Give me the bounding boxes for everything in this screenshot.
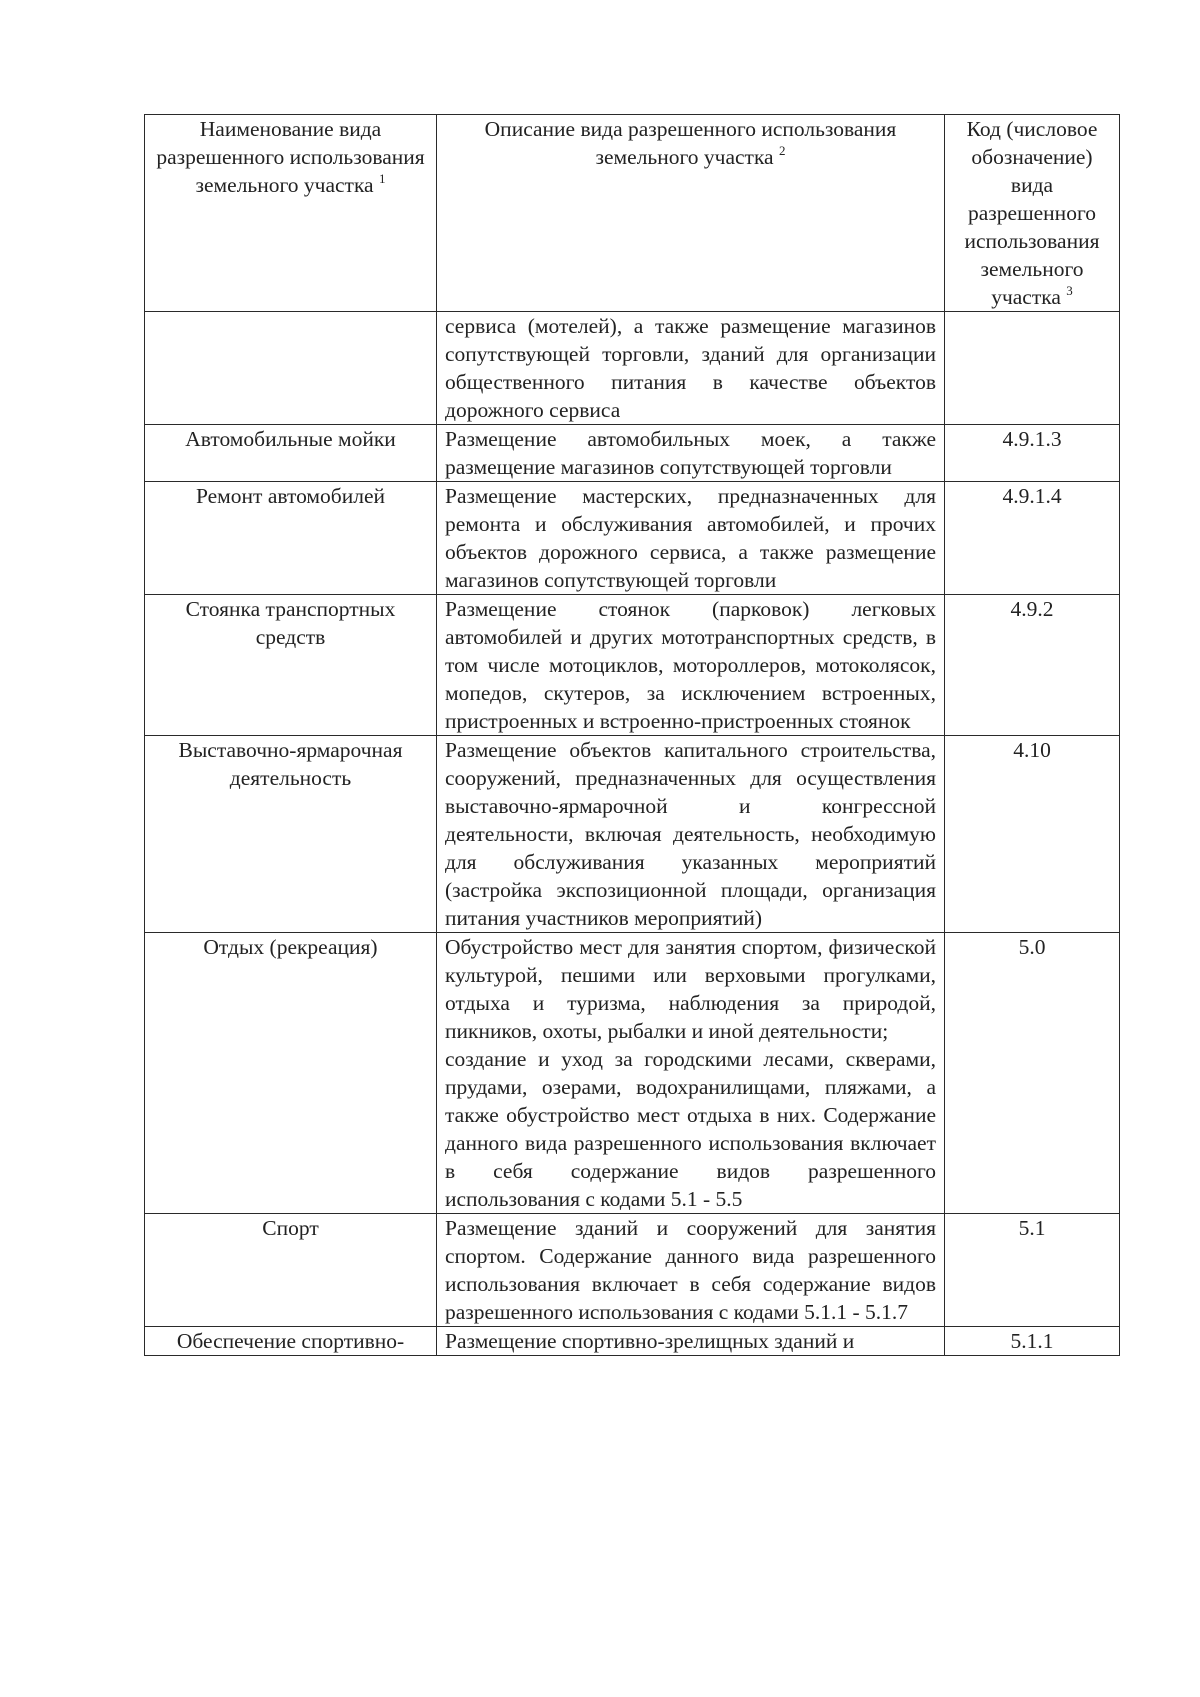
header-code-text: Код (числовое обозначение) вида разрешенного использования земельного участка: [964, 117, 1100, 309]
use-type-name: [145, 312, 437, 425]
use-type-name: Отдых (рекреация): [145, 933, 437, 1214]
header-description-column: [437, 115, 945, 312]
table-row: [145, 933, 1120, 1214]
use-type-name: Стоянка транспортных средств: [145, 595, 437, 736]
header-code-footnote: 3: [1066, 283, 1073, 298]
land-use-table: [144, 114, 1120, 1356]
description-paragraph: Размещение зданий и сооружений для занятия спортом. Содержание данного вида разрешенного использования включает в себя содержание видов разрешенного использования с кодами 5.1.1 - 5.1.7: [445, 1216, 936, 1324]
table-row: [145, 482, 1120, 595]
description-paragraph: Размещение спортивно-зрелищных зданий и: [445, 1329, 855, 1353]
table-row: [145, 312, 1120, 425]
use-type-description: [437, 933, 945, 1214]
table-row: [145, 595, 1120, 736]
use-type-name: Спорт: [145, 1214, 437, 1327]
description-paragraph: Размещение мастерских, предназначенных для ремонта и обслуживания автомобилей, и прочих объектов дорожного сервиса, а также размещение магазинов сопутствующей торговли: [445, 484, 936, 592]
table-row: [145, 425, 1120, 482]
description-paragraph: Обустройство мест для занятия спортом, физической культурой, пешими или верховыми прогулками, отдыха и туризма, наблюдения за природой, пикников, охоты, рыбалки и иной деятельности;: [445, 935, 936, 1043]
use-type-name: Выставочно-ярмарочная деятельность: [145, 736, 437, 933]
header-name-footnote: 1: [378, 171, 386, 186]
table-row: [145, 1214, 1120, 1327]
table-body: [145, 312, 1120, 1356]
use-type-description: [437, 1214, 945, 1327]
description-paragraph: сервиса (мотелей), а также размещение магазинов сопутствующей торговли, зданий для организации общественного питания в качестве объектов дорожного сервиса: [445, 314, 936, 422]
use-type-description: [437, 1327, 945, 1356]
table-header-row: [145, 115, 1120, 312]
use-type-description: [437, 736, 945, 933]
use-type-code: 4.9.2: [945, 595, 1120, 736]
description-paragraph: Размещение автомобильных моек, а также размещение магазинов сопутствующей торговли: [445, 427, 936, 479]
use-type-code: 4.10: [945, 736, 1120, 933]
header-code-column: [945, 115, 1120, 312]
header-name-text: Наименование вида разрешенного использования земельного участка: [156, 117, 425, 197]
use-type-description: [437, 312, 945, 425]
use-type-code: 5.1: [945, 1214, 1120, 1327]
description-paragraph: создание и уход за городскими лесами, скверами, прудами, озерами, водохранилищами, пляжами, а также обустройство мест отдыха в них. Содержание данного вида разрешенного использования включает в себя содержание видов разрешенного использования с кодами 5.1 - 5.5: [445, 1047, 936, 1211]
use-type-description: [437, 482, 945, 595]
use-type-code: 4.9.1.3: [945, 425, 1120, 482]
header-description-text: Описание вида разрешенного использования земельного участка: [484, 117, 897, 169]
use-type-name: Ремонт автомобилей: [145, 482, 437, 595]
use-type-code: 5.0: [945, 933, 1120, 1214]
use-type-description: [437, 595, 945, 736]
table-row: [145, 736, 1120, 933]
description-paragraph: Размещение стоянок (парковок) легковых автомобилей и других мототранспортных средств, в том числе мотоциклов, мотороллеров, мотоколясок, мопедов, скутеров, за исключением встроенных, пристроенных и встроенно-пристроенных стоянок: [445, 597, 936, 733]
use-type-code: 4.9.1.4: [945, 482, 1120, 595]
use-type-name: Автомобильные мойки: [145, 425, 437, 482]
table-row: [145, 1327, 1120, 1356]
use-type-description: [437, 425, 945, 482]
use-type-code: [945, 312, 1120, 425]
header-name-column: [145, 115, 437, 312]
header-description-footnote: 2: [778, 143, 786, 158]
description-paragraph: Размещение объектов капитального строительства, сооружений, предназначенных для осуществления выставочно-ярмарочной и конгрессной деятельности, включая деятельность, необходимую для обслуживания указанных мероприятий (застройка экспозиционной площади, организация питания участников мероприятий): [445, 738, 936, 930]
use-type-name: Обеспечение спортивно-: [145, 1327, 437, 1356]
use-type-code: 5.1.1: [945, 1327, 1120, 1356]
